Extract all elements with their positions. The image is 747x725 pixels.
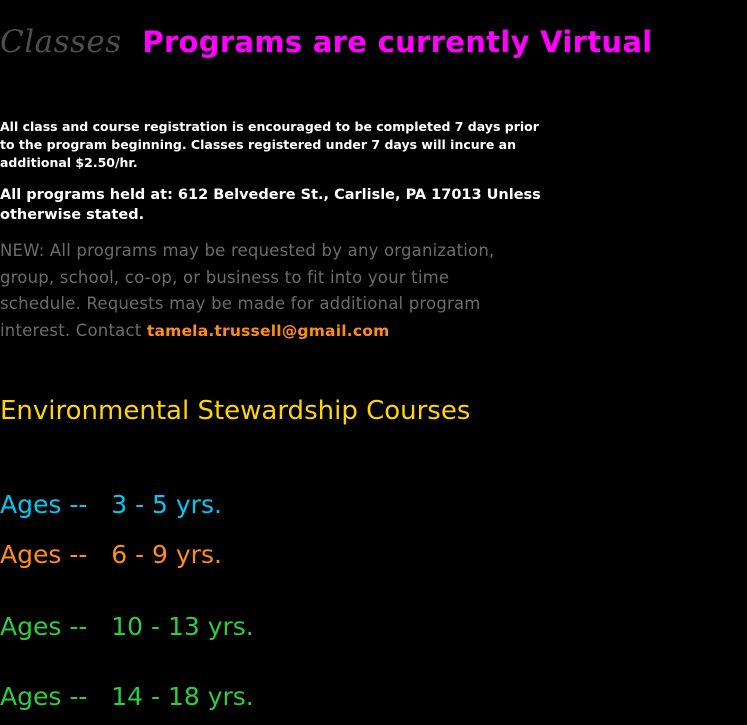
age-group-label: Ages --	[0, 490, 104, 519]
virtual-notice-heading: Programs are currently Virtual	[142, 25, 653, 59]
age-group-label: Ages --	[0, 612, 104, 641]
age-group-label: Ages --	[0, 682, 104, 711]
new-requests-text: NEW: All programs may be requested by any organization, group, school, co-op, or business to fit into your time schedule. Requests may be made for additional program interest. Contact	[0, 241, 495, 341]
age-group-range: 3 - 5 yrs.	[111, 490, 222, 519]
age-group-row-10-13[interactable]	[0, 612, 254, 641]
classes-heading-word: Classes	[0, 24, 143, 60]
contact-email-link[interactable]: tamela.trussell@gmail.com	[146, 322, 390, 341]
age-group-range: 6 - 9 yrs.	[111, 540, 222, 569]
page-title	[0, 26, 740, 59]
new-requests-paragraph	[0, 238, 530, 345]
age-group-row-6-9[interactable]	[0, 540, 222, 569]
age-group-range: 14 - 18 yrs.	[111, 682, 254, 711]
venue-address-text: All programs held at: 612 Belvedere St., Carlisle, PA 17013 Unless otherwise stated.	[0, 187, 541, 223]
age-group-label: Ages --	[0, 540, 104, 569]
registration-fineprint: All class and course registration is encouraged to be completed 7 days prior to the program beginning. Classes registered under 7 days will incure an additional $2.50/hr.	[0, 119, 539, 171]
age-group-range: 10 - 13 yrs.	[111, 612, 254, 641]
age-group-row-14-18[interactable]	[0, 682, 254, 711]
section-title-environmental-stewardship: Environmental Stewardship Courses	[0, 396, 471, 426]
age-group-row-3-5[interactable]	[0, 490, 222, 519]
